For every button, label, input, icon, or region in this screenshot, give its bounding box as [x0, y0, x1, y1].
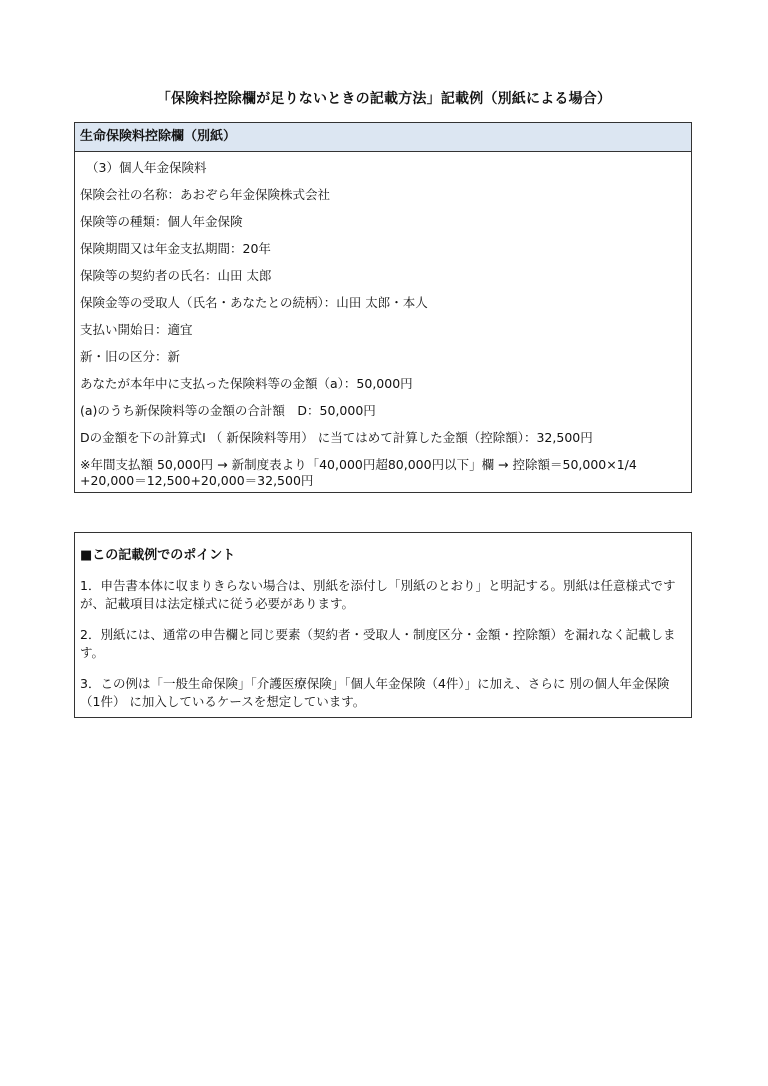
- section-label: （3）個人年金保険料: [86, 160, 207, 175]
- points-heading: ■この記載例でのポイント: [80, 548, 236, 563]
- new-premium-total-line: (a)のうち新保険料等の金額の合計額 D：50,000円: [80, 403, 376, 418]
- points-box: [74, 532, 692, 718]
- beneficiary-line: 保険金等の受取人（氏名・あなたとの続柄）：山田 太郎・本人: [80, 295, 428, 310]
- form-header: 生命保険料控除欄（別紙）: [75, 123, 691, 152]
- insurance-type-line: 保険等の種類：個人年金保険: [80, 214, 243, 229]
- insurer-name-line: 保険会社の名称：あおぞら年金保険株式会社: [80, 187, 331, 202]
- form-box: [74, 122, 692, 493]
- payment-start-line: 支払い開始日：適宜: [80, 322, 193, 337]
- new-old-category-line: 新・旧の区分：新: [80, 349, 181, 364]
- insurance-period-line: 保険期間又は年金支払期間：20年: [80, 241, 271, 256]
- calculation-note: ※年間支払額 50,000円 → 新制度表より「40,000円超80,000円以下」欄 → 控除額＝50,000×1/4 +20,000＝12,500+20,000＝32,500円: [80, 457, 637, 488]
- page-title: 「保険料控除欄が足りないときの記載方法」記載例（別紙による場合）: [156, 91, 612, 107]
- deduction-amount-line: Dの金額を下の計算式Ⅰ （ 新保険料等用） に当てはめて計算した金額（控除額）：32,500円: [80, 430, 593, 445]
- form-body: [75, 152, 691, 492]
- contractor-name-line: 保険等の契約者の氏名：山田 太郎: [80, 268, 272, 283]
- point-item: 3．この例は「一般生命保険」「介護医療保険」「個人年金保険（4件）」に加え、さらに 別の個人年金保険（1件） に加入しているケースを想定しています。: [80, 676, 670, 709]
- point-item: 2．別紙には、通常の申告欄と同じ要素（契約者・受取人・制度区分・金額・控除額）を漏れなく記載します。: [80, 627, 676, 660]
- point-item: 1．申告書本体に収まりきらない場合は、別紙を添付し「別紙のとおり」と明記する。別紙は任意様式ですが、記載項目は法定様式に従う必要があります。: [80, 578, 676, 611]
- amount-paid-line: あなたが本年中に支払った保険料等の金額（a）：50,000円: [80, 376, 413, 391]
